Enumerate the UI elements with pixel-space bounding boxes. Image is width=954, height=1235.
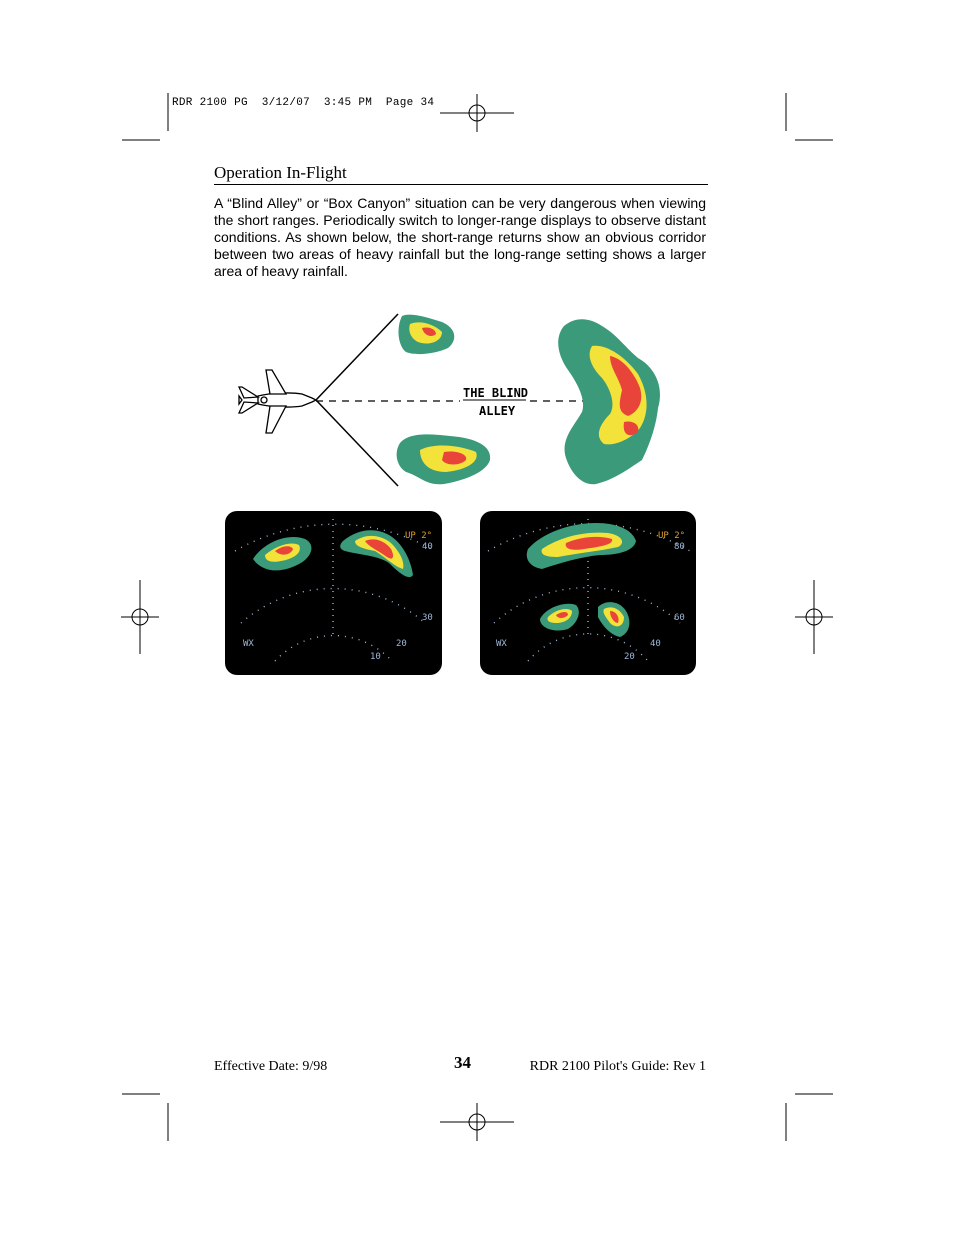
range-label: 20 — [396, 639, 407, 649]
range-label: 10 — [370, 652, 381, 662]
range-label: 40 — [650, 639, 661, 649]
radar-display-short-range — [225, 511, 442, 675]
range-label: 30 — [422, 613, 433, 623]
blind-alley-label-2: ALLEY — [479, 404, 516, 418]
print-slug: RDR 2100 PG 3/12/07 3:45 PM Page 34 — [172, 97, 435, 109]
section-rule — [214, 184, 708, 185]
footer-effective-date: Effective Date: 9/98 — [214, 1059, 328, 1074]
mode-label: WX — [243, 639, 254, 649]
blind-alley-diagram — [230, 308, 700, 493]
range-label: 80 — [674, 542, 685, 552]
page-number: 34 — [454, 1053, 471, 1072]
range-label: 20 — [624, 652, 635, 662]
view-line-lower — [316, 400, 398, 486]
radar-display-long-range — [480, 511, 696, 675]
storm-cell-large — [558, 319, 660, 484]
blind-alley-label-1: THE BLIND — [463, 386, 529, 400]
range-label: 40 — [422, 542, 433, 552]
view-line-upper — [316, 314, 398, 400]
storm-cell-upper — [399, 315, 455, 354]
range-label: 60 — [674, 613, 685, 623]
body-paragraph: A “Blind Alley” or “Box Canyon” situation can be very dangerous when viewing the short ranges. Periodically switch to longer-range displays to observe distant conditions. As shown below, the short-range returns show an obvious corridor between two areas of heavy rainfall but the long-range setting shows a larger area of heavy rainfall. — [214, 195, 706, 279]
mode-label: WX — [496, 639, 507, 649]
section-title: Operation In-Flight — [214, 163, 347, 182]
airplane-icon — [239, 370, 316, 433]
tilt-readout: UP 2° — [658, 531, 686, 541]
storm-cell-lower — [397, 434, 491, 484]
tilt-readout: UP 2° — [405, 531, 433, 541]
footer-guide-title: RDR 2100 Pilot's Guide: Rev 1 — [529, 1059, 706, 1074]
